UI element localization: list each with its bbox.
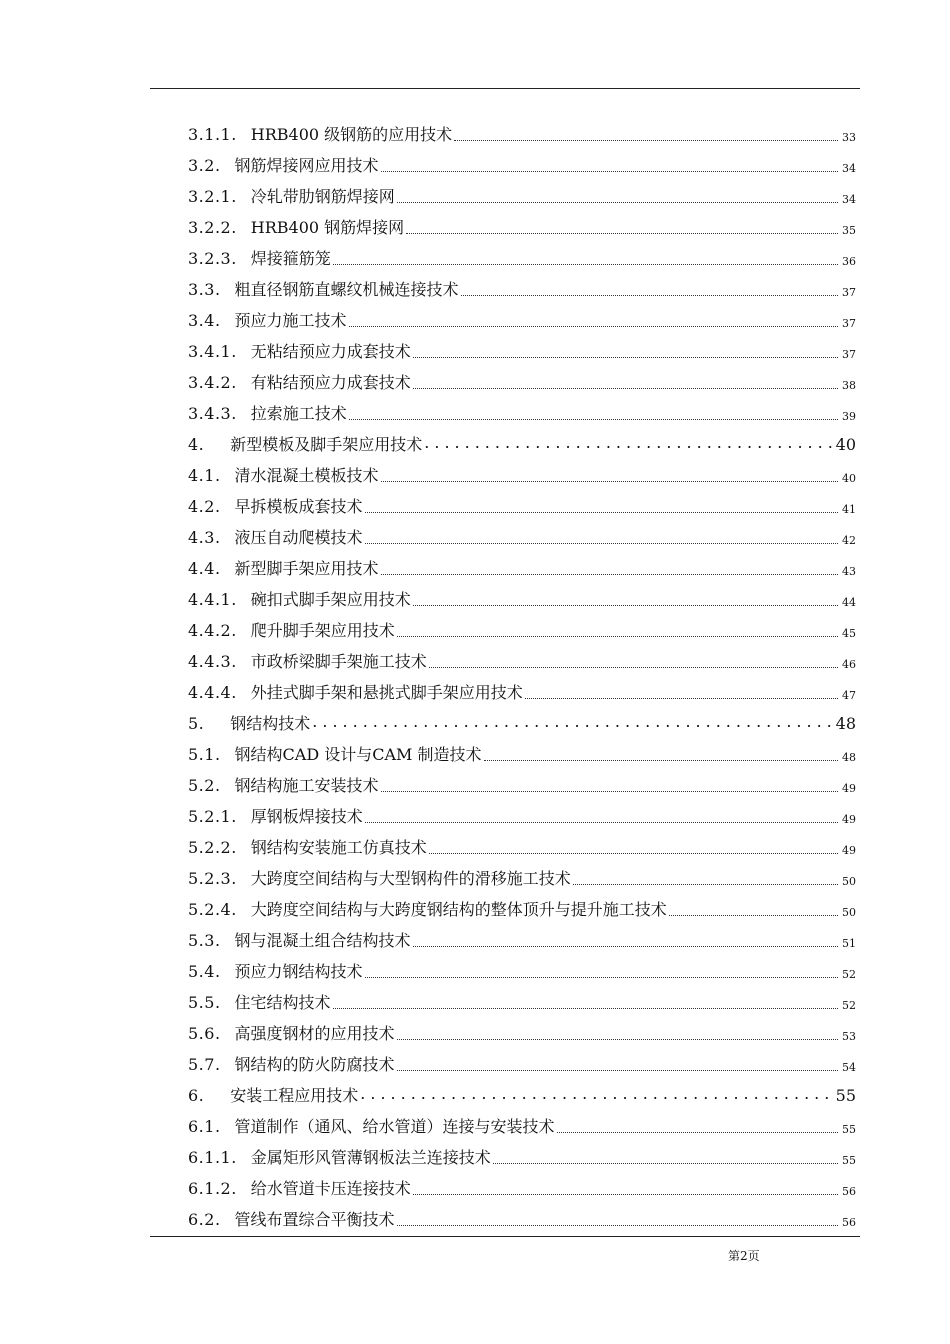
toc-entry[interactable]: [188, 1138, 856, 1169]
toc-entry-title: 有粘结预应力成套技术: [250, 373, 411, 392]
toc-entry[interactable]: [188, 673, 856, 704]
toc-entry-number: 4.4.1.: [188, 590, 237, 609]
dot-leader: [381, 481, 838, 482]
toc-entry-title: 钢结构技术: [230, 714, 311, 733]
dot-leader: [360, 1085, 833, 1103]
toc-entry[interactable]: [188, 270, 856, 301]
toc-entry[interactable]: [188, 704, 856, 735]
toc-entry-title: 管道制作（通风、给水管道）连接与安装技术: [234, 1117, 555, 1136]
dot-leader: [349, 419, 838, 420]
dot-leader: [349, 326, 838, 327]
toc-entry-number: 5.2.: [188, 776, 221, 795]
toc-entry[interactable]: [188, 518, 856, 549]
dot-leader: [365, 512, 838, 513]
toc-entry-number: 6.1.1.: [188, 1148, 237, 1167]
toc-entry[interactable]: [188, 828, 856, 859]
toc-entry[interactable]: [188, 1045, 856, 1076]
toc-entry[interactable]: [188, 1076, 856, 1107]
toc-entry-title: 钢与混凝土组合结构技术: [234, 931, 411, 950]
toc-entry[interactable]: [188, 952, 856, 983]
toc-entry-number: 5.7.: [188, 1055, 221, 1074]
dot-leader: [381, 791, 838, 792]
dot-leader: [413, 605, 838, 606]
toc-entry-number: 5.1.: [188, 745, 221, 764]
toc-entry-number: 4.1.: [188, 466, 221, 485]
toc-entry-title: 新型脚手架应用技术: [234, 559, 379, 578]
header-rule: [150, 88, 860, 89]
toc-entry[interactable]: [188, 332, 856, 363]
toc-entry-title: 金属矩形风管薄钢板法兰连接技术: [250, 1148, 491, 1167]
dot-leader: [484, 760, 838, 761]
toc-entry-title: 钢结构CAD 设计与CAM 制造技术: [234, 745, 482, 764]
toc-entry-number: 5.2.3.: [188, 869, 237, 888]
toc-entry-number: 3.2.1.: [188, 187, 237, 206]
toc-entry[interactable]: [188, 456, 856, 487]
toc-entry-title: 安装工程应用技术: [230, 1086, 359, 1105]
toc-entry-page: 53: [842, 1030, 856, 1043]
toc-entry-number: 6.: [188, 1086, 205, 1105]
toc-entry-page: 40: [835, 435, 856, 454]
toc-entry[interactable]: [188, 1014, 856, 1045]
dot-leader: [397, 636, 838, 637]
toc-entry[interactable]: [188, 983, 856, 1014]
dot-leader: [429, 853, 838, 854]
toc-entry-title: HRB400 钢筋焊接网: [250, 218, 405, 237]
dot-leader: [413, 1194, 838, 1195]
toc-entry-title: 大跨度空间结构与大型钢构件的滑移施工技术: [250, 869, 571, 888]
toc-entry-number: 3.2.3.: [188, 249, 237, 268]
toc-entry-page: 46: [842, 658, 856, 671]
footer-rule: [150, 1236, 860, 1237]
toc-entry-page: 37: [842, 348, 856, 361]
toc-entry-page: 49: [842, 844, 856, 857]
toc-entry-page: 51: [842, 937, 856, 950]
toc-entry-number: 5.2.1.: [188, 807, 237, 826]
toc-entry-title: 给水管道卡压连接技术: [250, 1179, 411, 1198]
toc-entry[interactable]: [188, 239, 856, 270]
dot-leader: [365, 543, 838, 544]
toc-entry-title: 冷轧带肋钢筋焊接网: [250, 187, 395, 206]
toc-entry-page: 36: [842, 255, 856, 268]
toc-entry[interactable]: [188, 1200, 856, 1231]
dot-leader: [573, 884, 838, 885]
toc-entry-title: 预应力施工技术: [234, 311, 347, 330]
toc-entry[interactable]: [188, 115, 856, 146]
dot-leader: [413, 357, 838, 358]
dot-leader: [333, 264, 838, 265]
toc-entry[interactable]: [188, 1169, 856, 1200]
toc-entry[interactable]: [188, 859, 856, 890]
dot-leader: [381, 171, 838, 172]
toc-entry[interactable]: [188, 735, 856, 766]
toc-entry[interactable]: [188, 177, 856, 208]
toc-entry-page: 50: [842, 906, 856, 919]
toc-entry[interactable]: [188, 208, 856, 239]
toc-entry-number: 3.4.3.: [188, 404, 237, 423]
toc-entry-title: 钢筋焊接网应用技术: [234, 156, 379, 175]
toc-entry-number: 3.2.: [188, 156, 221, 175]
toc-entry-title: 焊接箍筋笼: [250, 249, 331, 268]
toc-entry-page: 48: [835, 714, 856, 733]
dot-leader: [493, 1163, 838, 1164]
toc-entry-number: 6.2.: [188, 1210, 221, 1229]
toc-entry-number: 4.4.3.: [188, 652, 237, 671]
toc-entry-title: 钢结构施工安装技术: [234, 776, 379, 795]
toc-entry-number: 6.1.: [188, 1117, 221, 1136]
toc-entry-page: 45: [842, 627, 856, 640]
table-of-contents: [188, 115, 856, 1231]
toc-entry-number: 4.: [188, 435, 205, 454]
toc-entry-title: 碗扣式脚手架应用技术: [250, 590, 411, 609]
toc-entry[interactable]: [188, 487, 856, 518]
toc-entry-page: 52: [842, 999, 856, 1012]
toc-entry-title: 市政桥梁脚手架施工技术: [250, 652, 427, 671]
toc-entry-number: 5.2.4.: [188, 900, 237, 919]
dot-leader: [557, 1132, 838, 1133]
toc-entry-title: 大跨度空间结构与大跨度钢结构的整体顶升与提升施工技术: [250, 900, 667, 919]
toc-entry[interactable]: [188, 425, 856, 456]
toc-entry-title: 无粘结预应力成套技术: [250, 342, 411, 361]
toc-entry-page: 34: [842, 193, 856, 206]
toc-entry-page: 55: [842, 1154, 856, 1167]
toc-entry[interactable]: [188, 921, 856, 952]
toc-entry-number: 3.3.: [188, 280, 221, 299]
toc-entry-page: 33: [842, 131, 856, 144]
toc-entry-page: 34: [842, 162, 856, 175]
toc-entry-number: 4.4.: [188, 559, 221, 578]
toc-entry-number: 5.2.2.: [188, 838, 237, 857]
toc-entry-title: 住宅结构技术: [234, 993, 331, 1012]
dot-leader: [461, 295, 838, 296]
toc-entry-page: 54: [842, 1061, 856, 1074]
toc-entry-page: 43: [842, 565, 856, 578]
dot-leader: [429, 667, 838, 668]
toc-entry-page: 49: [842, 782, 856, 795]
page-number: 第2页: [728, 1249, 760, 1263]
toc-entry-number: 5.5.: [188, 993, 221, 1012]
toc-entry-page: 41: [842, 503, 856, 516]
toc-entry[interactable]: [188, 890, 856, 921]
toc-entry-page: 56: [842, 1216, 856, 1229]
toc-entry-title: HRB400 级钢筋的应用技术: [250, 125, 453, 144]
toc-entry-number: 5.6.: [188, 1024, 221, 1043]
toc-entry-number: 5.3.: [188, 931, 221, 950]
toc-entry-title: 钢结构的防火防腐技术: [234, 1055, 395, 1074]
toc-entry[interactable]: [188, 363, 856, 394]
dot-leader: [454, 140, 838, 141]
toc-entry-number: 3.4.: [188, 311, 221, 330]
toc-entry-page: 47: [842, 689, 856, 702]
toc-entry-number: 4.4.2.: [188, 621, 237, 640]
dot-leader: [397, 1070, 838, 1071]
toc-entry[interactable]: [188, 766, 856, 797]
toc-entry-page: 38: [842, 379, 856, 392]
dot-leader: [424, 434, 833, 452]
toc-entry-title: 早拆模板成套技术: [234, 497, 363, 516]
toc-entry-title: 厚钢板焊接技术: [250, 807, 363, 826]
toc-entry-number: 4.2.: [188, 497, 221, 516]
toc-entry-page: 40: [842, 472, 856, 485]
toc-entry-page: 44: [842, 596, 856, 609]
toc-entry-number: 5.4.: [188, 962, 221, 981]
toc-entry-number: 4.4.4.: [188, 683, 237, 702]
toc-entry-page: 52: [842, 968, 856, 981]
toc-entry[interactable]: [188, 1107, 856, 1138]
toc-entry-title: 新型模板及脚手架应用技术: [230, 435, 423, 454]
toc-entry-page: 55: [835, 1086, 856, 1105]
dot-leader: [381, 574, 838, 575]
toc-entry-title: 管线布置综合平衡技术: [234, 1210, 395, 1229]
toc-entry-title: 高强度钢材的应用技术: [234, 1024, 395, 1043]
toc-entry-number: 6.1.2.: [188, 1179, 237, 1198]
toc-entry-page: 42: [842, 534, 856, 547]
dot-leader: [413, 388, 838, 389]
dot-leader: [669, 915, 838, 916]
toc-entry-page: 37: [842, 317, 856, 330]
toc-entry-number: 3.1.1.: [188, 125, 237, 144]
toc-entry[interactable]: [188, 642, 856, 673]
toc-entry-title: 粗直径钢筋直螺纹机械连接技术: [234, 280, 459, 299]
toc-entry-page: 35: [842, 224, 856, 237]
toc-entry-page: 56: [842, 1185, 856, 1198]
toc-entry[interactable]: [188, 146, 856, 177]
toc-entry[interactable]: [188, 580, 856, 611]
toc-entry-title: 清水混凝土模板技术: [234, 466, 379, 485]
toc-entry-title: 钢结构安装施工仿真技术: [250, 838, 427, 857]
toc-entry-number: 4.3.: [188, 528, 221, 547]
toc-entry-title: 预应力钢结构技术: [234, 962, 363, 981]
toc-entry-title: 拉索施工技术: [250, 404, 347, 423]
dot-leader: [397, 1225, 838, 1226]
toc-entry-title: 外挂式脚手架和悬挑式脚手架应用技术: [250, 683, 523, 702]
dot-leader: [397, 202, 838, 203]
toc-entry[interactable]: [188, 797, 856, 828]
toc-entry-number: 3.4.1.: [188, 342, 237, 361]
toc-entry-page: 50: [842, 875, 856, 888]
toc-entry[interactable]: [188, 394, 856, 425]
toc-entry-page: 37: [842, 286, 856, 299]
dot-leader: [312, 713, 833, 731]
toc-entry[interactable]: [188, 611, 856, 642]
dot-leader: [333, 1008, 838, 1009]
dot-leader: [365, 822, 838, 823]
toc-entry-number: 3.4.2.: [188, 373, 237, 392]
toc-entry-number: 3.2.2.: [188, 218, 237, 237]
dot-leader: [406, 233, 838, 234]
toc-entry-page: 48: [842, 751, 856, 764]
toc-entry-page: 39: [842, 410, 856, 423]
dot-leader: [397, 1039, 838, 1040]
toc-entry[interactable]: [188, 301, 856, 332]
toc-entry-title: 液压自动爬模技术: [234, 528, 363, 547]
dot-leader: [413, 946, 838, 947]
dot-leader: [525, 698, 838, 699]
toc-entry-number: 5.: [188, 714, 205, 733]
toc-entry-page: 49: [842, 813, 856, 826]
dot-leader: [365, 977, 838, 978]
toc-entry[interactable]: [188, 549, 856, 580]
toc-entry-title: 爬升脚手架应用技术: [250, 621, 395, 640]
toc-entry-page: 55: [842, 1123, 856, 1136]
